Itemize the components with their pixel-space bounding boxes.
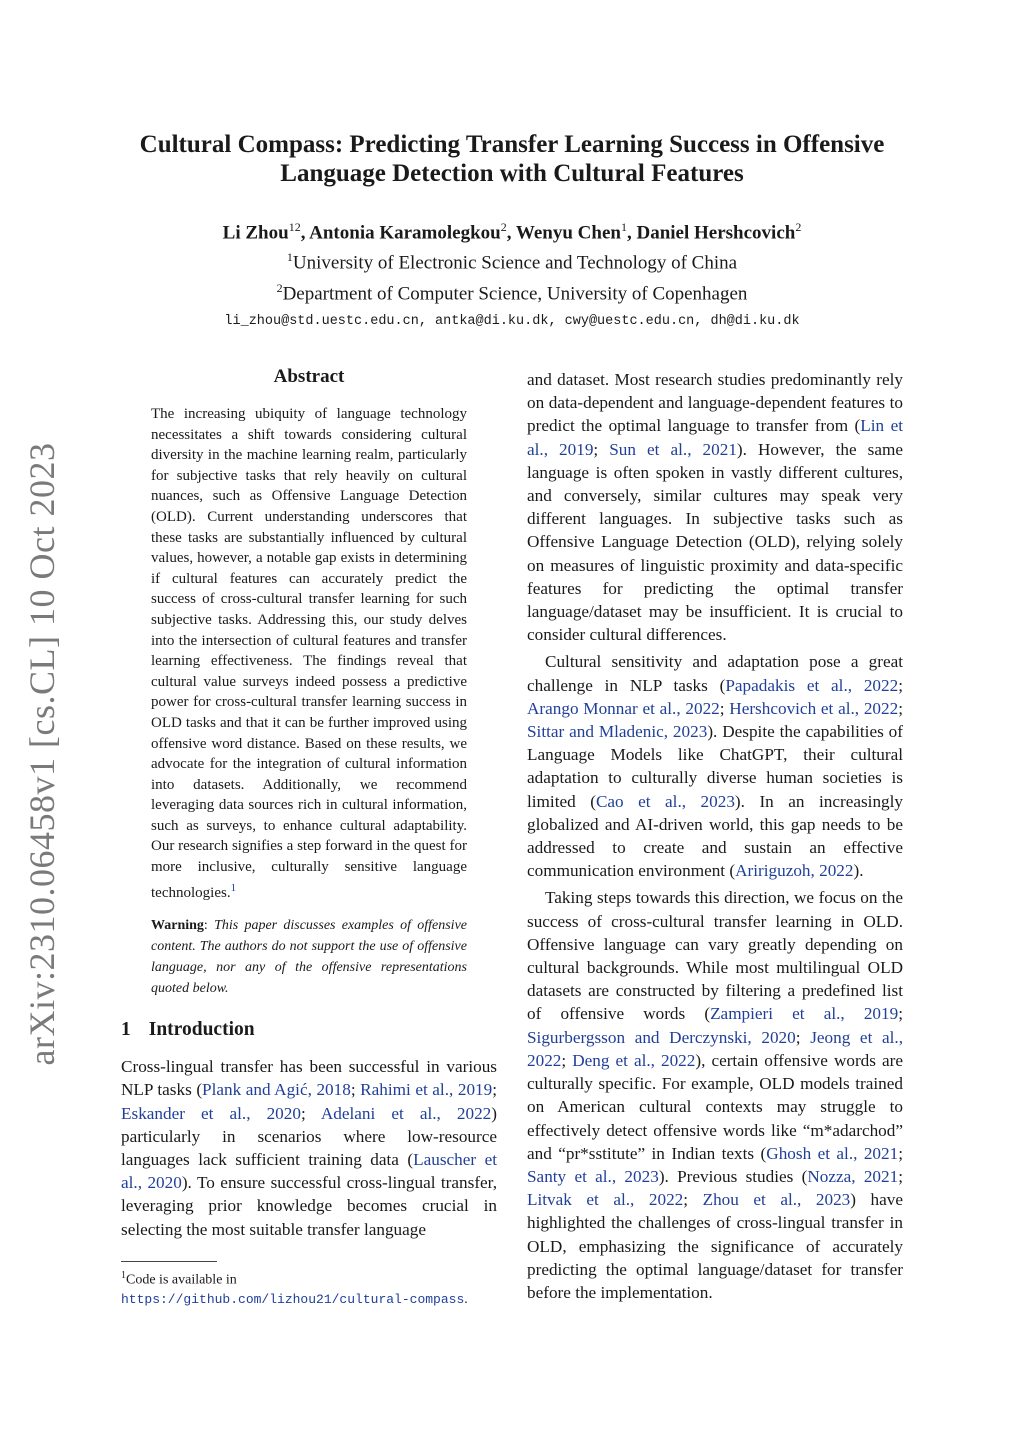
text-run: ; (898, 698, 903, 718)
text-run: ; (350, 1080, 361, 1100)
citation-link[interactable]: Sigurbergsson and Derczynski, 2020 (527, 1027, 796, 1047)
citation-link[interactable]: Deng et al., 2022 (572, 1050, 696, 1070)
citation-link[interactable]: Litvak et al., 2022 (527, 1190, 684, 1210)
text-run: ; (898, 1166, 903, 1186)
citation-link[interactable]: Hershcovich et al., 2022 (729, 698, 899, 718)
citation-link[interactable]: Rahimi et al., 2019 (360, 1080, 493, 1100)
text-run: Taking steps towards this direction, we focus on the success of cross-cultural transfer learning in OLD. Offensive language can vary greatly depending on cultural backgrounds. While most multilingual OLD datasets are constructed by filtering a predefined list of offensive words ( (527, 888, 903, 1024)
warning-label: Warning (151, 918, 204, 934)
text-run: ; (898, 1004, 903, 1024)
author-4: , Daniel Hershcovich (626, 222, 796, 244)
affiliation-1-text: University of Electronic Science and Technology of China (292, 252, 738, 274)
author-2-affil: 2 (500, 220, 507, 234)
section-title: Introduction (148, 1019, 255, 1041)
footnote-mark: 1 (121, 1269, 126, 1281)
text-run: ; (593, 439, 610, 459)
footnote-text: Code is available in (126, 1272, 237, 1288)
citation-link[interactable]: Plank and Agić, 2018 (202, 1080, 351, 1100)
title-line-2: Language Detection with Cultural Features (280, 160, 744, 187)
citation-link[interactable]: Sun et al., 2021 (609, 439, 737, 459)
text-run: and dataset. Most research studies predominantly rely on data-dependent and language-dependent features to predict the optimal language to transfer from ( (527, 370, 903, 436)
citation-link[interactable]: Santy et al., 2023 (527, 1166, 659, 1186)
citation-link[interactable]: Zampieri et al., 2019 (710, 1004, 899, 1024)
footnote-end: . (464, 1291, 468, 1307)
text-run: ). In an increasingly globalized and AI-driven world, this gap needs to be addressed to create and sustain an effective communication environment ( (527, 791, 904, 881)
arxiv-identifier: arXiv:2310.06458v1 [cs.CL] 10 Oct 2023 (22, 442, 62, 1066)
affiliation-1 (0, 245, 1024, 275)
affiliation-1-mark: 1 (286, 250, 293, 265)
content-warning: Warning: This paper discusses examples of offensive content. The authors do not support the use of offensive language, nor any of the offensive representations quoted below. (151, 918, 467, 997)
intro-paragraph-2 (527, 368, 903, 646)
section-number: 1 (121, 1019, 131, 1041)
citation-link[interactable]: Arango Monnar et al., 2022 (527, 698, 720, 718)
right-column (527, 368, 903, 1304)
intro-paragraph-3 (527, 650, 903, 882)
text-run: ; (492, 1080, 498, 1100)
text-run: Cross-lingual transfer has been successful in various NLP tasks ( (121, 1057, 497, 1100)
title-line-1: Cultural Compass: Predicting Transfer Learning Success in Offensive (139, 131, 885, 158)
citation-link[interactable]: Lauscher et al., 2020 (121, 1150, 498, 1193)
text-run: ), certain offensive words are culturally specific. For example, OLD models trained on American cultural contexts may struggle to effectively detect offensive words like “m*adarchod” and “pr*sstitute” in Indian texts ( (527, 1050, 903, 1163)
abstract-footnote-link[interactable]: 1 (230, 881, 237, 894)
affiliation-2 (0, 276, 1024, 306)
citation-link[interactable]: Ghosh et al., 2021 (766, 1143, 899, 1163)
author-block (0, 215, 1024, 334)
text-run: ; (898, 675, 903, 695)
citation-link[interactable]: Nozza, 2021 (807, 1166, 899, 1186)
abstract-heading: Abstract (273, 366, 345, 387)
text-run: ; (719, 698, 730, 718)
abstract-body (151, 404, 467, 903)
citation-link[interactable]: Papadakis et al., 2022 (725, 675, 899, 695)
author-2: , Antonia Karamolegkou (300, 222, 501, 244)
author-3-affil: 1 (620, 220, 627, 234)
author-1: Li Zhou (222, 222, 289, 244)
text-run: Cultural sensitivity and adaptation pose a great challenge in NLP tasks ( (527, 652, 903, 695)
text-run: ). Previous studies ( (658, 1166, 808, 1186)
author-1-affil: 12 (288, 220, 301, 234)
text-run: ). (853, 861, 864, 881)
footnote-1 (121, 1266, 497, 1309)
citation-link[interactable]: Jeong et al., 2022 (527, 1027, 903, 1070)
text-run: ; (683, 1190, 703, 1210)
author-4-affil: 2 (795, 220, 802, 234)
citation-link[interactable]: Eskander et al., 2020 (121, 1103, 301, 1123)
abstract-text: The increasing ubiquity of language technology necessitates a shift towards considering cultural diversity in the machine learning realm, particularly for subjective tasks that rely heavily on cultural nuances, such as Offensive Language Detection (OLD). Current understanding underscores that these tasks are substantially influenced by cultural values, however, a notable gap exists in determining if cultural features can accurately predict the success of cross-cultural transfer learning for such subjective tasks. Addressing this, our study delves into the intersection of cultural features and transfer learning effectiveness. The findings reveal that cultural value surveys indeed possess a predictive power for cross-cultural transfer learning success in OLD tasks and that it can be further improved using offensive word distance. Based on these results, we advocate for the integration of cultural information into datasets. Additionally, we recommend leveraging data sources rich in cultural information, such as surveys, to enhance cultural adaptability. Our research signifies a step forward in the quest for more inclusive, culturally sensitive language technologies. (151, 406, 467, 901)
text-run: ). To ensure successful cross-lingual transfer, leveraging prior knowledge becomes crucial in selecting the most suitable transfer language (121, 1173, 498, 1239)
text-run: ) particularly in scenarios where low-resource languages lack sufficient training data ( (121, 1103, 497, 1170)
text-run: ). Despite the capabilities of Language Models like ChatGPT, their cultural adaptation to culturally diverse human societies is limited ( (527, 722, 903, 811)
paper-title (0, 130, 1024, 188)
citation-link[interactable]: Lin et al., 2019 (527, 416, 903, 459)
warning-text: This paper discusses examples of offensive content. The authors do not support the use of offensive language, nor any of the offensive representations quoted below. (151, 918, 467, 997)
intro-paragraph-1 (121, 1055, 497, 1241)
author-names (0, 215, 1024, 245)
section-heading-introduction (121, 1019, 497, 1041)
author-3: , Wenyu Chen (506, 222, 621, 244)
citation-link[interactable]: Aririguzoh, 2022 (735, 861, 854, 881)
text-run: ; (898, 1143, 903, 1163)
citation-link[interactable]: Sittar and Mladenic, 2023 (527, 722, 708, 742)
text-run: ; (795, 1027, 811, 1047)
citation-link[interactable]: Adelani et al., 2022 (320, 1103, 492, 1123)
text-run: ). However, the same language is often spoken in vastly different cultures, and conversely, similar cultures may speak very different languages. In subjective tasks such as Offensive Language Detection (OLD), relying solely on measures of linguistic proximity and data-specific features for predicting the optimal transfer language/dataset may be insufficient. It is crucial to consider cultural differences. (527, 439, 903, 645)
citation-link[interactable]: Zhou et al., 2023 (702, 1190, 851, 1210)
text-run: ) have highlighted the challenges of cross-lingual transfer in OLD, emphasizing the significance of accurately predicting the optimal language/dataset for transfer before the implementation. (527, 1190, 903, 1302)
citation-link[interactable]: Cao et al., 2023 (595, 791, 735, 811)
footnote-divider (121, 1261, 217, 1262)
text-run: ; (300, 1103, 321, 1123)
left-column (121, 366, 497, 1309)
code-repository-link[interactable]: https://github.com/lizhou21/cultural-compass (121, 1291, 465, 1307)
arxiv-side-stamp (20, 442, 64, 1066)
author-emails: li_zhou@std.uestc.edu.cn, antka@di.ku.dk, cwy@uestc.edu.cn, dh@di.ku.dk (224, 313, 800, 329)
affiliation-2-mark: 2 (276, 280, 283, 295)
affiliation-2-text: Department of Computer Science, University of Copenhagen (282, 282, 748, 304)
intro-paragraph-4 (527, 886, 903, 1304)
text-run: ; (561, 1050, 573, 1070)
